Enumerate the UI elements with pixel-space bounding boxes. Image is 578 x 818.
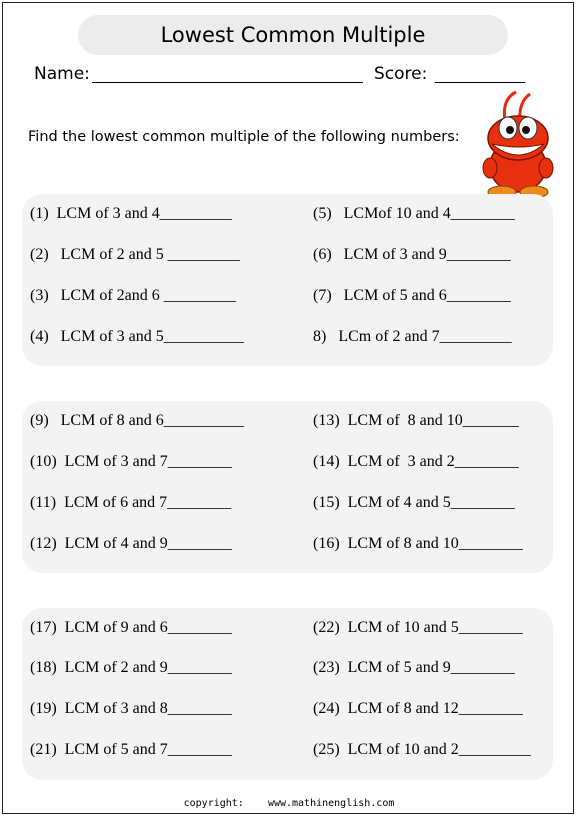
worksheet-title [78, 15, 508, 55]
problem-11: (11) LCM of 6 and 7________ [30, 494, 232, 511]
name-score-row [0, 62, 578, 88]
problem-13: (13) LCM of 8 and 10_______ [313, 412, 519, 429]
problem-24: (24) LCM of 8 and 12________ [313, 700, 523, 717]
problem-12: (12) LCM of 4 and 9________ [30, 535, 232, 552]
problem-1: (1) LCM of 3 and 4_________ [30, 205, 232, 222]
problem-3: (3) LCM of 2and 6 _________ [30, 287, 236, 304]
problem-9: (9) LCM of 8 and 6__________ [30, 412, 244, 429]
footer [0, 798, 578, 809]
problem-panel-3 [22, 608, 553, 780]
problem-14: (14) LCM of 3 and 2________ [313, 453, 519, 470]
score-blank[interactable] [435, 82, 525, 83]
problem-15: (15) LCM of 4 and 5________ [313, 494, 515, 511]
problem-16: (16) LCM of 8 and 10________ [313, 535, 523, 552]
problem-panel-2 [22, 401, 553, 573]
score-label: Score: [374, 64, 428, 84]
problem-25: (25) LCM of 10 and 2_________ [313, 741, 531, 758]
problem-2: (2) LCM of 2 and 5 _________ [30, 246, 240, 263]
problem-21: (21) LCM of 5 and 7________ [30, 741, 232, 758]
problem-22: (22) LCM of 10 and 5________ [313, 619, 523, 636]
instructions: Find the lowest common multiple of the following numbers: [28, 129, 460, 145]
site-link[interactable]: www.mathinenglish.com [267, 798, 395, 809]
name-label: Name: [34, 64, 90, 84]
problem-23: (23) LCM of 5 and 9________ [313, 659, 515, 676]
problem-4: (4) LCM of 3 and 5__________ [30, 328, 244, 345]
copyright-label: copyright: [183, 798, 244, 809]
title-text: Lowest Common Multiple [160, 23, 426, 47]
name-blank[interactable] [92, 82, 363, 83]
red-cartoon-creature-icon [478, 88, 558, 202]
problem-8: 8) LCm of 2 and 7_________ [313, 328, 512, 345]
problem-7: (7) LCM of 5 and 6________ [313, 287, 511, 304]
problem-18: (18) LCM of 2 and 9________ [30, 659, 232, 676]
problem-6: (6) LCM of 3 and 9________ [313, 246, 511, 263]
problem-5: (5) LCMof 10 and 4________ [313, 205, 515, 222]
problem-panel-1 [22, 194, 553, 366]
problem-10: (10) LCM of 3 and 7________ [30, 453, 232, 470]
problem-19: (19) LCM of 3 and 8________ [30, 700, 232, 717]
problem-17: (17) LCM of 9 and 6________ [30, 619, 232, 636]
